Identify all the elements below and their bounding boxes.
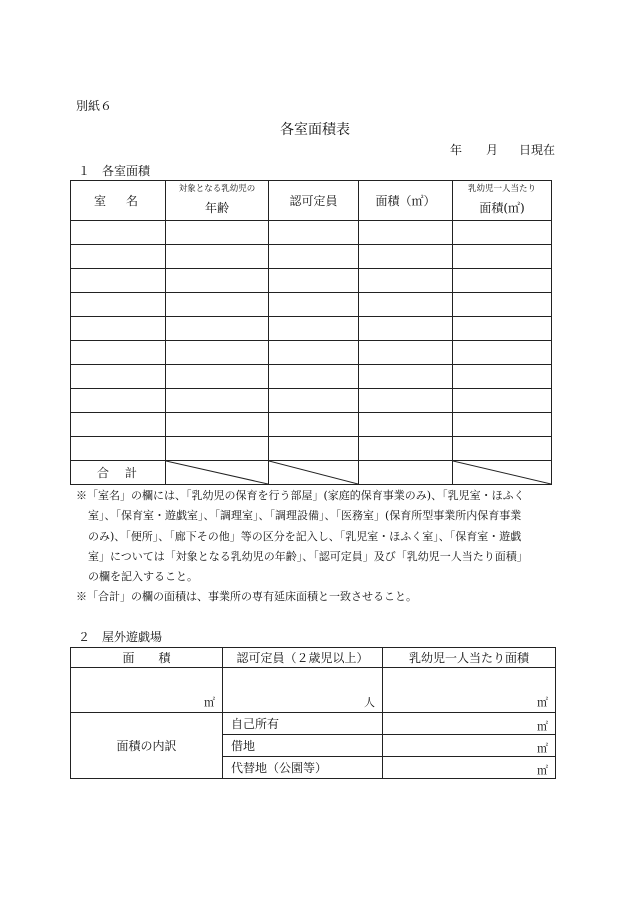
playground-values-row xyxy=(71,668,556,713)
cell-approved-capacity xyxy=(269,221,359,245)
cell-area xyxy=(359,269,453,293)
cell-area-per-child xyxy=(453,269,552,293)
playground-per-child-unit: ㎡ xyxy=(383,668,556,713)
cell-area-per-child xyxy=(453,245,552,269)
room-area-table xyxy=(70,180,552,485)
note-line: ※「室名」の欄には、「乳幼児の保育を行う部屋」(家庭的保育事業のみ)、「乳児室・ほふく xyxy=(76,489,525,502)
breakdown-item-leased: 借地 xyxy=(223,735,383,757)
cell-approved-capacity xyxy=(269,413,359,437)
cell-target-age xyxy=(166,269,269,293)
cell-room-name xyxy=(71,293,166,317)
total-area-per-child-cell xyxy=(453,461,552,485)
cell-target-age xyxy=(166,245,269,269)
room-table-row xyxy=(71,293,552,317)
cell-area-per-child xyxy=(453,389,552,413)
cell-room-name xyxy=(71,365,166,389)
breakdown-unit: ㎡ xyxy=(383,713,556,735)
diagonal-strike xyxy=(453,461,551,484)
col-target-age-caption: 対象となる乳幼児の xyxy=(178,183,256,194)
cell-area xyxy=(359,365,453,389)
note-line: ※「合計」の欄の面積は、事業所の専有延床面積と一致させること。 xyxy=(76,590,417,604)
date-day-label: 日現在 xyxy=(519,143,556,157)
playground-capacity-unit: 人 xyxy=(223,668,383,713)
room-table-row xyxy=(71,245,552,269)
note-line: の欄を記入すること。 xyxy=(88,570,198,584)
room-table-row xyxy=(71,317,552,341)
col-playground-capacity: 認可定員（２歳児以上） xyxy=(223,648,383,668)
note-line: 室」については「対象となる乳幼児の年齢」、「認可定員」及び「乳幼児一人当たり面積」 xyxy=(88,549,528,563)
room-table-row xyxy=(71,365,552,389)
cell-area-per-child xyxy=(453,437,552,461)
cell-approved-capacity xyxy=(269,317,359,341)
cell-target-age xyxy=(166,293,269,317)
room-table-row xyxy=(71,269,552,293)
diagonal-strike xyxy=(269,461,358,484)
cell-target-age xyxy=(166,437,269,461)
cell-approved-capacity xyxy=(269,341,359,365)
breakdown-unit: ㎡ xyxy=(383,757,556,779)
playground-header-row xyxy=(71,648,556,668)
cell-area xyxy=(359,341,453,365)
cell-target-age xyxy=(166,389,269,413)
room-table-total-row xyxy=(71,461,552,485)
room-table-row xyxy=(71,221,552,245)
cell-target-age xyxy=(166,413,269,437)
cell-room-name xyxy=(71,317,166,341)
col-target-age-label: 年齢 xyxy=(204,200,229,215)
col-playground-per-child: 乳幼児一人当たり面積 xyxy=(383,648,556,668)
breakdown-item-substitute: 代替地（公園等） xyxy=(223,757,383,779)
playground-area-unit: ㎡ xyxy=(71,668,223,713)
room-table-row xyxy=(71,437,552,461)
cell-approved-capacity xyxy=(269,365,359,389)
cell-area xyxy=(359,389,453,413)
cell-target-age xyxy=(166,365,269,389)
col-area-per-child xyxy=(453,181,552,221)
cell-approved-capacity xyxy=(269,389,359,413)
cell-area xyxy=(359,437,453,461)
date-year-label: 年 xyxy=(450,143,463,157)
cell-area xyxy=(359,293,453,317)
col-approved-capacity-label: 認可定員 xyxy=(289,194,338,208)
diagonal-strike xyxy=(166,461,268,484)
cell-target-age xyxy=(166,317,269,341)
breakdown-label: 面積の内訳 xyxy=(71,713,223,779)
cell-area xyxy=(359,317,453,341)
cell-room-name xyxy=(71,245,166,269)
col-area xyxy=(359,181,453,221)
section1-heading: １ 各室面積 xyxy=(78,164,151,178)
section2-heading: ２ 屋外遊戯場 xyxy=(78,630,163,644)
cell-target-age xyxy=(166,221,269,245)
cell-room-name xyxy=(71,221,166,245)
cell-area-per-child xyxy=(453,341,552,365)
cell-area-per-child xyxy=(453,365,552,389)
total-label: 合 計 xyxy=(71,461,166,485)
col-target-age xyxy=(166,181,269,221)
total-target-age-cell xyxy=(166,461,269,485)
total-capacity-cell xyxy=(269,461,359,485)
cell-area-per-child xyxy=(453,221,552,245)
cell-area xyxy=(359,413,453,437)
page-title: 各室面積表 xyxy=(280,122,350,138)
notes-block xyxy=(76,486,528,608)
col-room-name xyxy=(71,181,166,221)
cell-approved-capacity xyxy=(269,293,359,317)
total-area-cell xyxy=(359,461,453,485)
cell-target-age xyxy=(166,341,269,365)
cell-room-name xyxy=(71,437,166,461)
date-month-label: 月 xyxy=(486,143,499,157)
note-line: 室」、「保育室・遊戯室」、「調理室」、「調理設備」、「医務室」(保育所型事業所内保育事業 xyxy=(88,509,522,523)
outdoor-playground-table xyxy=(70,647,556,779)
room-table-body xyxy=(71,221,552,485)
cell-area-per-child xyxy=(453,317,552,341)
room-table-row xyxy=(71,341,552,365)
cell-room-name xyxy=(71,413,166,437)
room-table-header-row xyxy=(71,181,552,221)
cell-approved-capacity xyxy=(269,245,359,269)
room-table-row xyxy=(71,413,552,437)
col-room-name-label: 室 名 xyxy=(93,194,142,208)
cell-area-per-child xyxy=(453,413,552,437)
cell-area xyxy=(359,221,453,245)
col-area-per-child-label: 面積(㎡) xyxy=(479,200,525,215)
cell-approved-capacity xyxy=(269,269,359,293)
col-area-per-child-caption: 乳幼児一人当たり xyxy=(467,183,536,194)
attachment-label: 別紙６ xyxy=(76,99,113,113)
cell-room-name xyxy=(71,269,166,293)
cell-area xyxy=(359,245,453,269)
col-playground-area: 面 積 xyxy=(71,648,223,668)
breakdown-row xyxy=(71,713,556,735)
cell-approved-capacity xyxy=(269,437,359,461)
breakdown-unit: ㎡ xyxy=(383,735,556,757)
note-line: のみ)、「便所」、「廊下その他」等の区分を記入し、「乳児室・ほふく室」、「保育室・遊戯 xyxy=(88,529,522,543)
cell-room-name xyxy=(71,389,166,413)
room-table-row xyxy=(71,389,552,413)
breakdown-item-owned: 自己所有 xyxy=(223,713,383,735)
cell-area-per-child xyxy=(453,293,552,317)
col-approved-capacity xyxy=(269,181,359,221)
cell-room-name xyxy=(71,341,166,365)
col-area-label: 面積（㎡） xyxy=(375,194,436,208)
